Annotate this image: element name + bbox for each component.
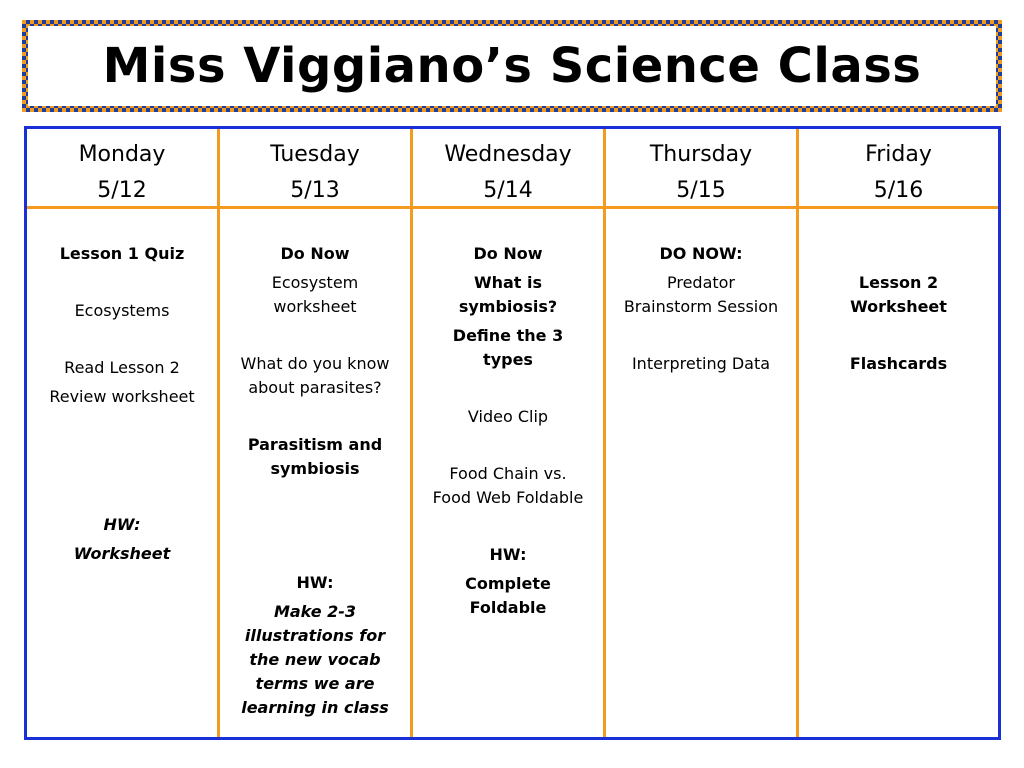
day-date: 5/14 <box>483 178 533 203</box>
reading-line-1: Read Lesson 2 <box>64 358 180 377</box>
title-panel <box>28 26 996 106</box>
question-line-2: about parasites? <box>248 378 382 397</box>
quiz-label: Lesson 1 Quiz <box>59 244 185 263</box>
title-banner <box>22 20 1002 112</box>
tuesday-plan <box>220 209 413 737</box>
question-line-1: What do you know <box>240 354 390 373</box>
day-header-thursday <box>606 129 799 209</box>
reading-line-2: Review worksheet <box>49 387 195 406</box>
day-header-wednesday <box>413 129 606 209</box>
interpreting-data-label: Interpreting Data <box>631 354 771 373</box>
day-header-friday <box>799 129 998 209</box>
day-date: 5/13 <box>290 178 340 203</box>
define-line-1: Define the 3 <box>452 326 564 345</box>
foldable-line-2: Food Web Foldable <box>432 488 584 507</box>
session-line-2: Brainstorm Session <box>623 297 779 316</box>
weekly-schedule-table <box>24 126 1001 740</box>
do-now-label: Do Now <box>280 244 350 263</box>
homework-line-3: the new vocab <box>249 650 381 669</box>
define-line-2: types <box>483 350 533 369</box>
homework-line-1: Make 2-3 <box>273 602 357 621</box>
wednesday-plan <box>413 209 606 737</box>
day-name: Thursday <box>649 142 753 167</box>
homework-line-2: illustrations for <box>244 626 386 645</box>
do-now-label: Do Now <box>473 244 543 263</box>
video-clip-label: Video Clip <box>467 407 549 426</box>
worksheet-line-2: worksheet <box>273 297 357 316</box>
friday-plan <box>799 209 998 737</box>
day-header-monday <box>27 129 220 209</box>
day-name: Friday <box>865 142 932 167</box>
day-date: 5/12 <box>97 178 147 203</box>
homework-line-4: terms we are <box>255 674 375 693</box>
homework-label: HW: <box>296 573 334 592</box>
do-now-label: DO NOW: <box>659 244 743 263</box>
day-header-tuesday <box>220 129 413 209</box>
day-date: 5/15 <box>676 178 726 203</box>
question-line-2: symbiosis? <box>458 297 558 316</box>
homework-task: Worksheet <box>73 544 171 563</box>
homework-label: HW: <box>103 515 141 534</box>
homework-label: HW: <box>489 545 527 564</box>
worksheet-line-1: Ecosystem <box>271 273 359 292</box>
topic-line-1: Parasitism and <box>247 435 383 454</box>
homework-line-5: learning in class <box>241 698 389 717</box>
lesson-line-1: Lesson 2 <box>858 273 939 292</box>
monday-plan <box>27 209 220 737</box>
topic-label: Ecosystems <box>74 301 170 320</box>
flashcards-label: Flashcards <box>849 354 948 373</box>
homework-line-1: Complete <box>465 574 551 593</box>
lesson-line-2: Worksheet <box>850 297 947 316</box>
homework-line-2: Foldable <box>469 598 547 617</box>
question-line-1: What is <box>473 273 543 292</box>
foldable-line-1: Food Chain vs. <box>449 464 567 483</box>
session-line-1: Predator <box>666 273 736 292</box>
day-date: 5/16 <box>873 178 924 203</box>
page-title: Miss Viggiano’s Science Class <box>102 38 922 94</box>
topic-line-2: symbiosis <box>270 459 360 478</box>
day-name: Tuesday <box>270 142 360 167</box>
day-name: Wednesday <box>444 142 572 167</box>
day-name: Monday <box>78 142 166 167</box>
thursday-plan <box>606 209 799 737</box>
